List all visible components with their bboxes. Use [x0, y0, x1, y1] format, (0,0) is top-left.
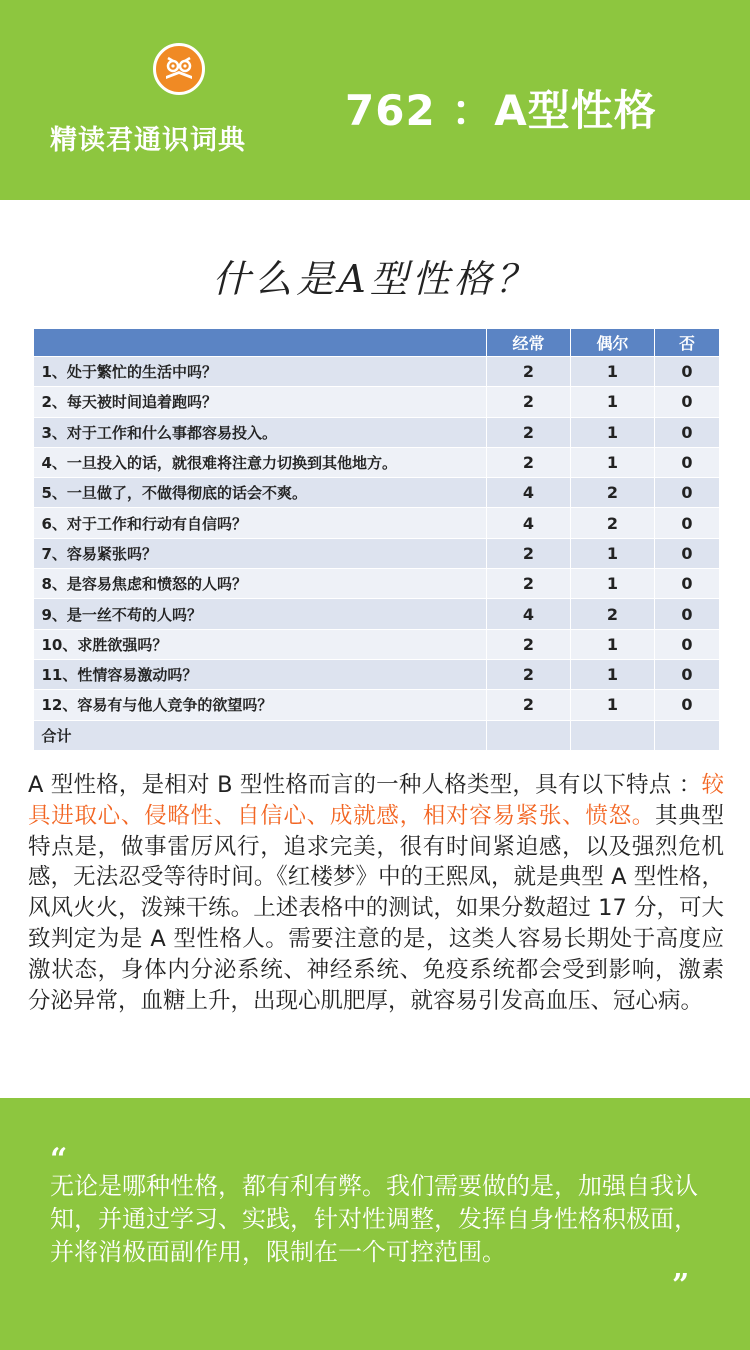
question-cell: 6、对于工作和行动有自信吗？	[34, 508, 487, 538]
quote-text: 无论是哪种性格，都有利有弊。我们需要做的是，加强自我认知，并通过学习、实践，针对性调整，发挥自身性格积极面，并将消极面副作用，限制在一个可控范围。	[50, 1172, 698, 1266]
sometimes-cell: 1	[571, 447, 655, 477]
table-row	[34, 387, 720, 417]
open-quote-mark: “	[50, 1142, 68, 1177]
often-cell: 4	[487, 478, 571, 508]
no-cell: 0	[655, 508, 720, 538]
no-cell: 0	[655, 629, 720, 659]
header-sometimes: 偶尔	[571, 329, 655, 357]
often-cell	[487, 720, 571, 750]
sometimes-cell: 2	[571, 508, 655, 538]
often-cell: 2	[487, 629, 571, 659]
body-paragraph	[28, 770, 724, 1016]
no-cell: 0	[655, 447, 720, 477]
table-row	[34, 508, 720, 538]
no-cell: 0	[655, 357, 720, 387]
question-cell: 9、是一丝不苟的人吗？	[34, 599, 487, 629]
no-cell: 0	[655, 417, 720, 447]
handwritten-subtitle: 什么是A型性格？	[212, 257, 538, 301]
table-row	[34, 629, 720, 659]
no-cell: 0	[655, 569, 720, 599]
sometimes-cell: 1	[571, 387, 655, 417]
no-cell: 0	[655, 659, 720, 689]
question-cell: 3、对于工作和什么事都容易投入。	[34, 417, 487, 447]
no-cell: 0	[655, 599, 720, 629]
table-row	[34, 690, 720, 720]
brand-name: 精读君通识词典	[50, 125, 246, 156]
sometimes-cell: 1	[571, 417, 655, 447]
table-row	[34, 417, 720, 447]
table-row	[34, 357, 720, 387]
question-cell: 7、容易紧张吗？	[34, 538, 487, 568]
no-cell: 0	[655, 387, 720, 417]
body-highlight: 较具进取心、侵略性、自信心、成就感，相对容易紧张、愤怒。	[28, 772, 724, 829]
header-often: 经常	[487, 329, 571, 357]
table-header-row	[34, 329, 720, 357]
often-cell: 2	[487, 659, 571, 689]
table-row	[34, 569, 720, 599]
header-band	[0, 0, 750, 200]
sometimes-cell: 1	[571, 629, 655, 659]
sometimes-cell	[571, 720, 655, 750]
no-cell: 0	[655, 478, 720, 508]
often-cell: 4	[487, 599, 571, 629]
question-cell: 12、容易有与他人竞争的欲望吗？	[34, 690, 487, 720]
no-cell	[655, 720, 720, 750]
sometimes-cell: 2	[571, 478, 655, 508]
sometimes-cell: 1	[571, 357, 655, 387]
often-cell: 2	[487, 569, 571, 599]
sometimes-cell: 2	[571, 599, 655, 629]
table-row	[34, 478, 720, 508]
table-row	[34, 447, 720, 477]
table-total-row	[34, 720, 720, 750]
no-cell: 0	[655, 690, 720, 720]
often-cell: 2	[487, 447, 571, 477]
question-cell: 8、是容易焦虑和愤怒的人吗？	[34, 569, 487, 599]
sometimes-cell: 1	[571, 569, 655, 599]
often-cell: 2	[487, 417, 571, 447]
body-part-1: A 型性格，是相对 B 型性格而言的一种人格类型，具有以下特点 ：	[28, 772, 702, 798]
table-row	[34, 599, 720, 629]
often-cell: 2	[487, 690, 571, 720]
question-cell: 10、求胜欲强吗？	[34, 629, 487, 659]
survey-table	[33, 328, 720, 751]
often-cell: 2	[487, 538, 571, 568]
often-cell: 2	[487, 387, 571, 417]
question-cell: 11、性情容易激动吗？	[34, 659, 487, 689]
often-cell: 2	[487, 357, 571, 387]
sometimes-cell: 1	[571, 538, 655, 568]
question-cell: 4、一旦投入的话，就很难将注意力切换到其他地方。	[34, 447, 487, 477]
no-cell: 0	[655, 538, 720, 568]
owl-book-icon	[153, 43, 205, 95]
close-quote-mark: ”	[672, 1268, 690, 1303]
table-row	[34, 659, 720, 689]
total-label-cell: 合计	[34, 720, 487, 750]
body-part-2: 其典型特点是，做事雷厉风行，追求完美，很有时间紧迫感，以及强烈危机感，无法忍受等待时间。《红楼梦》中的王熙凤，就是典型 A 型性格，风风火火，泼辣干练。上述表格中的测试，如果分数超过 17 分，可大致判定为是 A 型性格人。需要注意的是，这类人容易长期处于高度应激状态，身体内分泌系统、神经系统、免疫系统都会受到影响，激素分泌异常，血糖上升，出现心肌肥厚，就容易引发高血压、冠心病。	[28, 802, 724, 1014]
sometimes-cell: 1	[571, 659, 655, 689]
sometimes-cell: 1	[571, 690, 655, 720]
question-cell: 5、一旦做了，不做得彻底的话会不爽。	[34, 478, 487, 508]
header-question	[34, 329, 487, 357]
often-cell: 4	[487, 508, 571, 538]
table-row	[34, 538, 720, 568]
question-cell: 2、每天被时间追着跑吗？	[34, 387, 487, 417]
issue-title: 762 ：A型性格	[345, 86, 657, 135]
question-cell: 1、处于繁忙的生活中吗？	[34, 357, 487, 387]
header-no: 否	[655, 329, 720, 357]
